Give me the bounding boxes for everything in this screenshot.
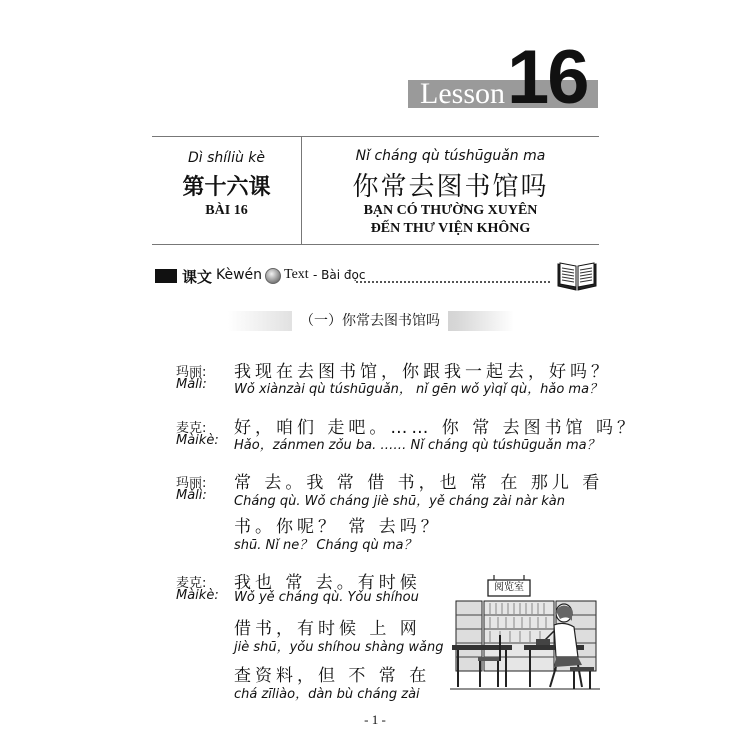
speaker-pinyin: Màikè: [176, 433, 219, 448]
dialogue-line-chinese: 借书，有时候 上 网 [234, 619, 421, 639]
dialogue-line-pinyin: shū. Nǐ ne？ Cháng qù ma？ [234, 538, 417, 553]
section-vietnamese: - Bài đọc [313, 268, 366, 282]
reading-room-sign: 阅览室 [494, 582, 524, 593]
dialogue-line-chinese: 我也 常 去。有时候 [234, 573, 421, 593]
dialogue-subtitle: （一）你常去图书馆吗 [292, 311, 448, 331]
speaker-chinese: 玛丽: [176, 365, 207, 380]
dialogue-line-chinese: 好，咱们 走吧。…… 你 常 去图书馆 吗？ [234, 418, 639, 438]
section-dotted-leader [356, 281, 550, 283]
speaker-pinyin: Mǎlì: [176, 377, 207, 392]
section-number-mark [155, 269, 177, 283]
title-top-rule [152, 136, 599, 137]
speaker-pinyin: Mǎlì: [176, 488, 207, 503]
speaker-pinyin: Màikè: [176, 588, 219, 603]
reading-room-illustration [450, 575, 600, 693]
title-vietnamese-line2: ĐẾN THƯ VIỆN KHÔNG [370, 221, 531, 236]
section-pinyin: Kèwén [216, 267, 263, 283]
dialogue-line-chinese: 查资料，但 不 常 在 [234, 666, 431, 686]
speaker-chinese: 麦克: [176, 421, 207, 436]
dialogue-line-pinyin: Wǒ xiànzài qù túshūguǎn， nǐ gēn wǒ yìqǐ qù，hǎo ma？ [234, 382, 603, 397]
dialogue-line-pinyin: jiè shū，yǒu shíhou shàng wǎng [234, 640, 444, 655]
dialogue-line-chinese: 我现在去图书馆，你跟我一起去，好吗？ [234, 362, 612, 382]
dialogue-line-pinyin: Cháng qù. Wǒ cháng jiè shū，yě cháng zài nàr kàn [234, 494, 565, 509]
section-english: Text [284, 267, 309, 282]
title-vietnamese-line1: BẠN CÓ THƯỜNG XUYÊN [363, 203, 538, 218]
dialogue-line-pinyin: Wǒ yě cháng qù. Yǒu shíhou [234, 590, 419, 605]
dialogue-line-pinyin: Hǎo，zánmen zǒu ba. …… Nǐ cháng qù túshūguǎn ma？ [234, 438, 600, 453]
title-pinyin: Nǐ cháng qù túshūguǎn ma [355, 148, 546, 164]
speaker-chinese: 玛丽: [176, 476, 207, 491]
open-book-icon [556, 258, 598, 292]
lesson-number: 16 [507, 35, 588, 120]
dialogue-line-chinese: 书。你呢？ 常 去吗？ [234, 517, 442, 537]
dialogue-line-pinyin: chá zīliào，dàn bù cháng zài [234, 687, 420, 702]
title-chinese: 你常去图书馆吗 [352, 172, 549, 202]
page-number: - 1 - [364, 712, 386, 727]
speaker-chinese: 麦克: [176, 576, 207, 591]
lesson-chinese-title: 第十六课 [182, 175, 271, 200]
bullet-circle-icon [265, 268, 281, 284]
lesson-label: Lesson [420, 77, 505, 110]
title-bottom-rule [152, 244, 599, 245]
lesson-vietnamese-label: BÀI 16 [205, 203, 248, 218]
section-chinese: 课文 [182, 268, 213, 286]
lesson-pinyin: Dì shíliù kè [188, 150, 265, 166]
dialogue-line-chinese: 常 去。我 常 借 书，也 常 在 那儿 看 [234, 473, 604, 493]
